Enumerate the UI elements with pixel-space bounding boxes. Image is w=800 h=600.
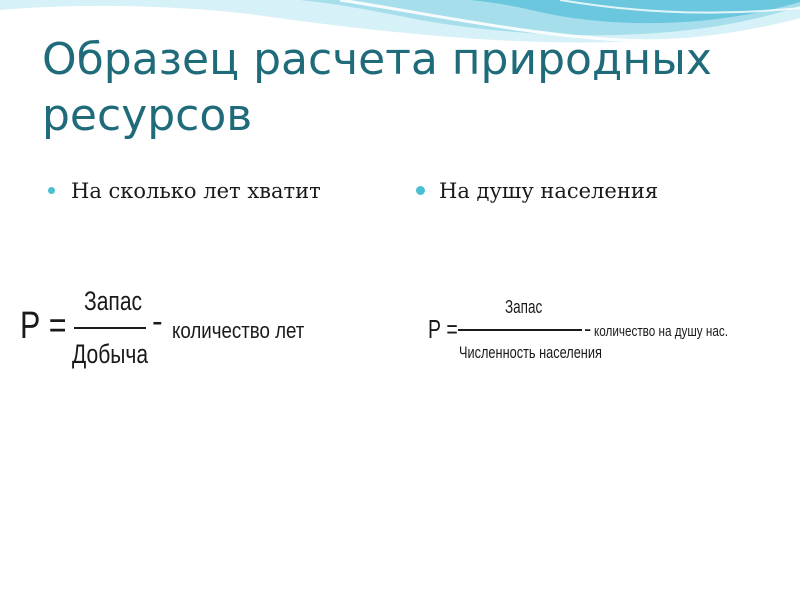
bullet-dot-icon xyxy=(416,186,425,195)
formula-years-denominator: Добыча xyxy=(72,339,149,369)
bullet-per-capita xyxy=(416,176,658,206)
formula-per-capita-result-label: количество на душу нас. xyxy=(594,323,728,340)
formula-per-capita-fraction-bar xyxy=(458,329,582,331)
slide-title: Образец расчета природных ресурсов xyxy=(42,34,712,141)
formula-per-capita-denominator: Численность населения xyxy=(459,343,602,362)
formula-per-capita-lhs: Р = xyxy=(428,314,458,344)
formula-per-capita-numerator: Запас xyxy=(505,297,543,317)
formula-years-numerator: Запас xyxy=(84,286,143,316)
bullet-per-capita-text: На душу населения xyxy=(439,179,659,203)
formula-years-fraction-bar xyxy=(74,327,146,329)
bullet-years xyxy=(48,176,321,206)
formula-per-capita-minus: - xyxy=(584,316,592,341)
bullet-years-text: На сколько лет хватит xyxy=(71,179,321,203)
formula-years-lhs: Р = xyxy=(20,305,67,347)
formula-years-minus: - xyxy=(152,303,163,339)
bullet-dot-icon xyxy=(48,187,55,194)
formula-years-result-label: количество лет xyxy=(172,318,305,343)
